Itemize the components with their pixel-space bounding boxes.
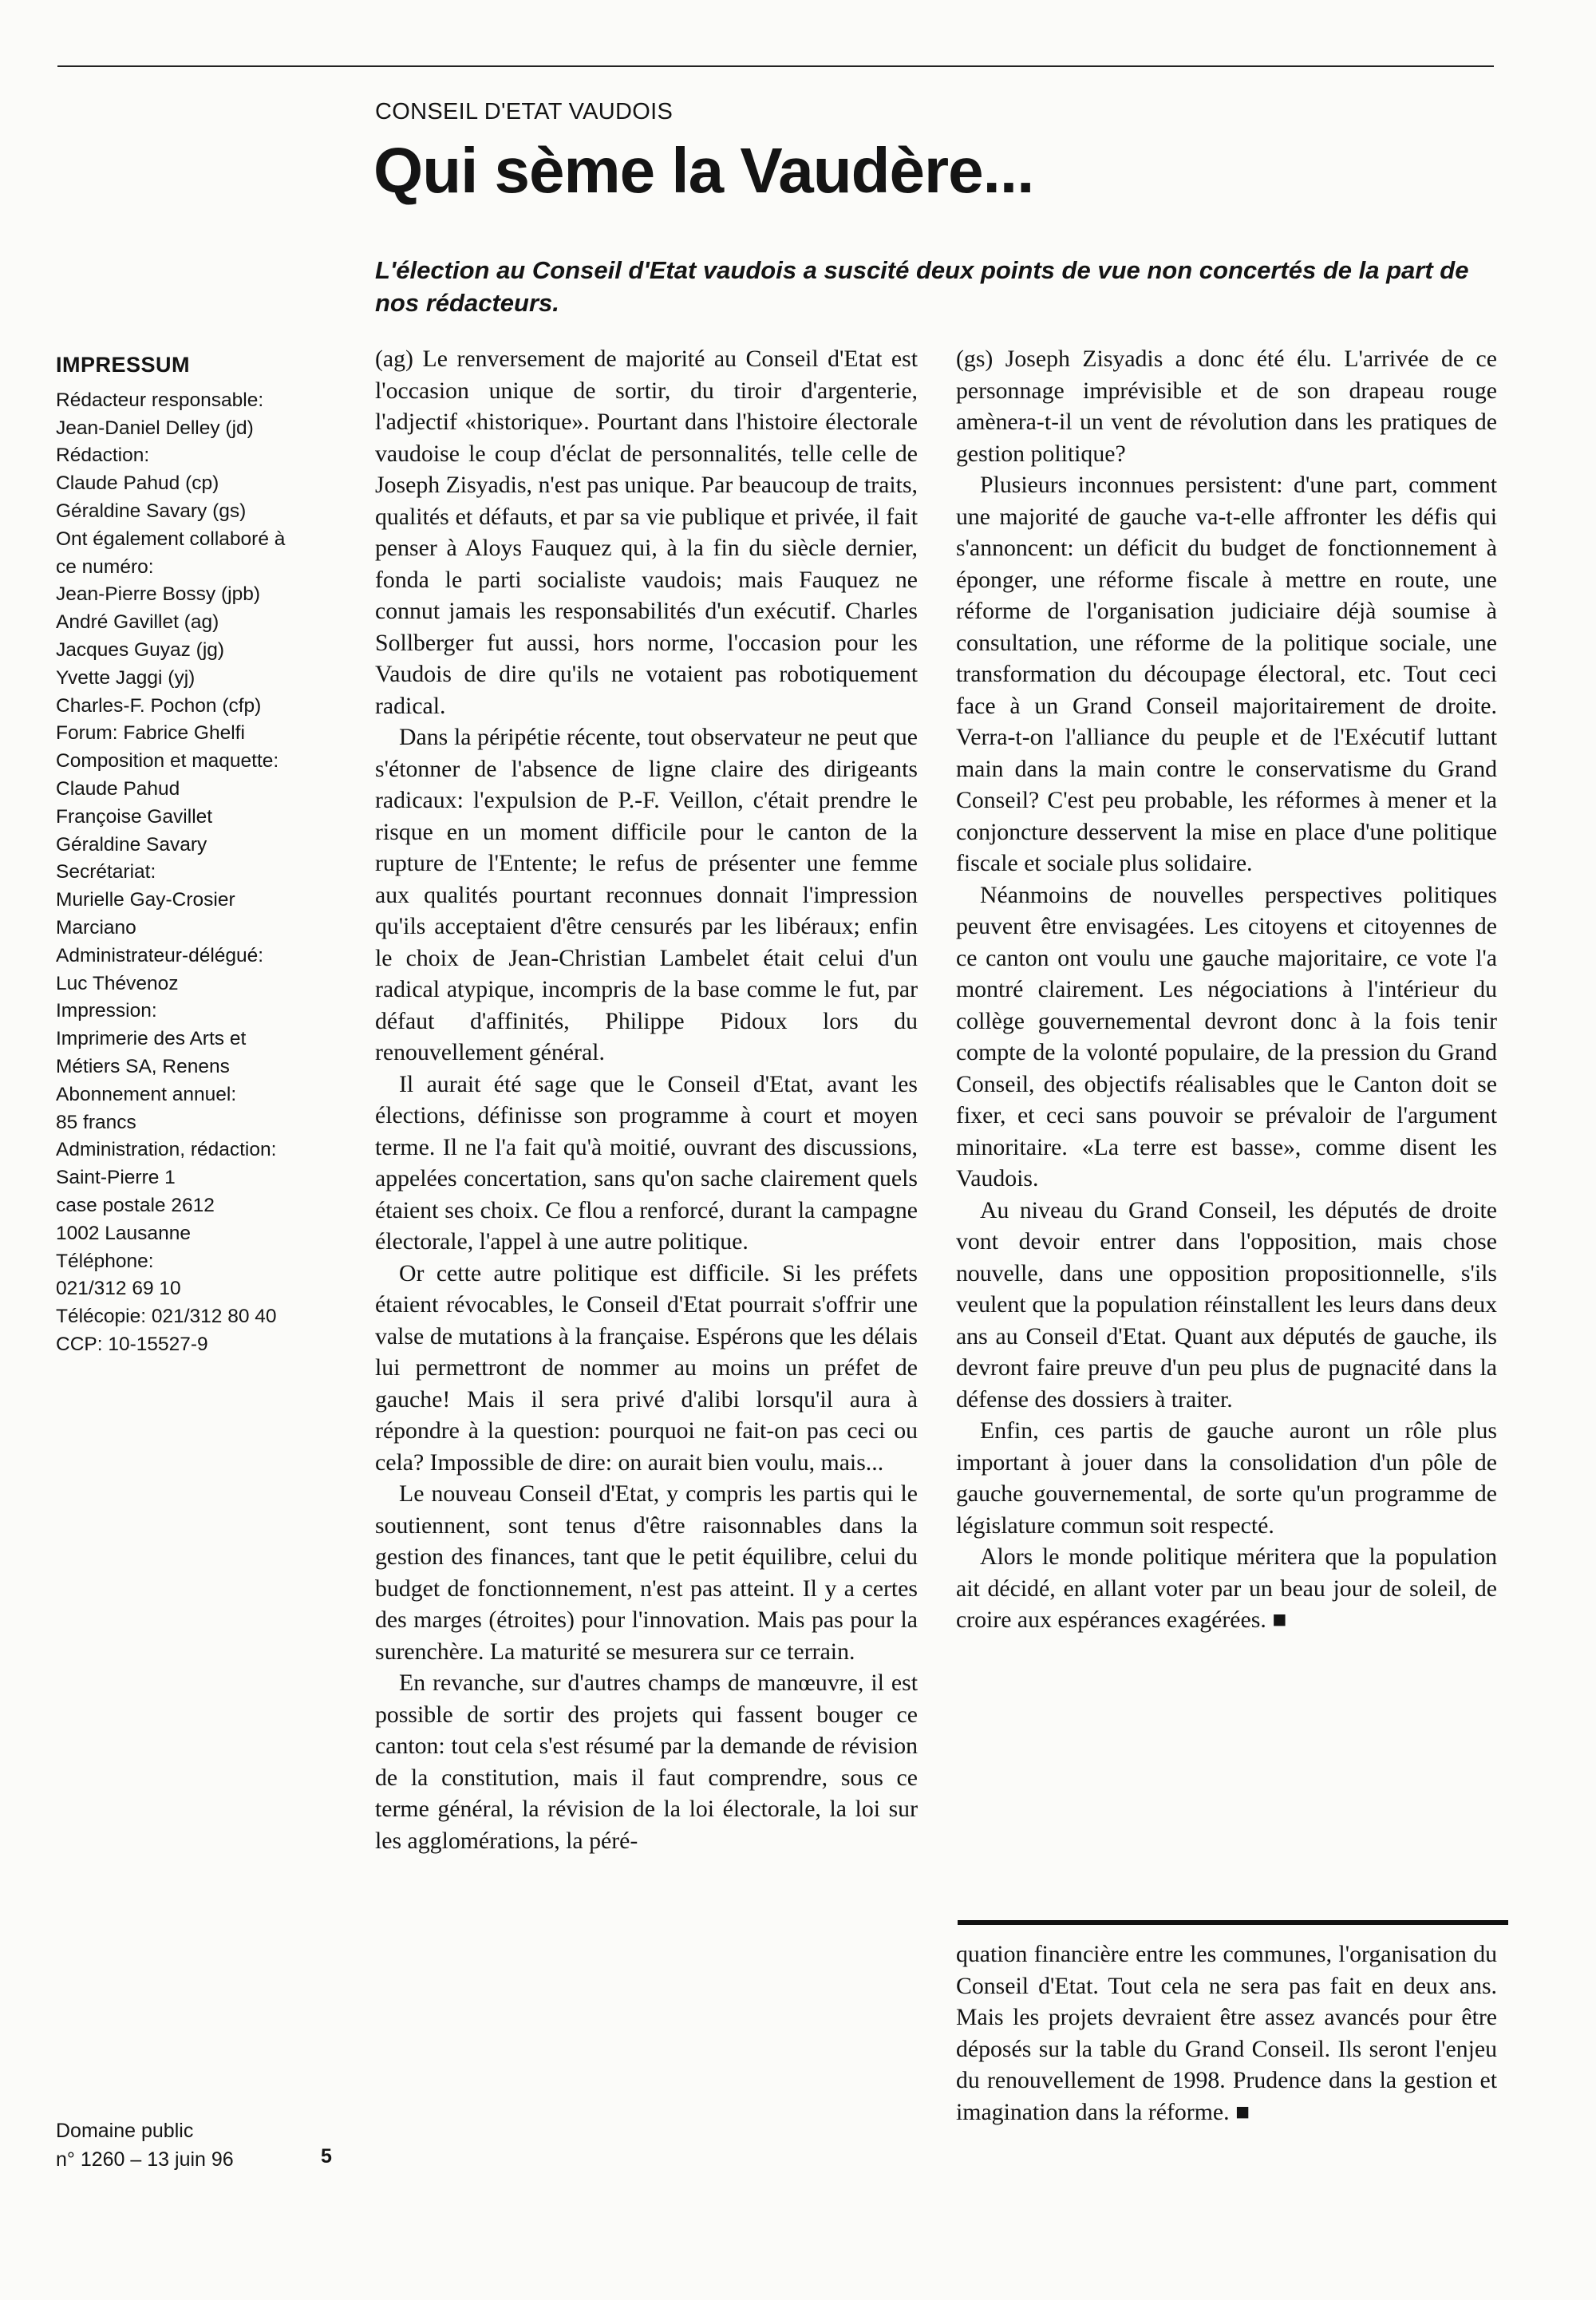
- article-gs-column: [956, 343, 1497, 1636]
- article-paragraph: Il aurait été sage que le Conseil d'Etat, avant les élections, définisse son programme à court et moyen terme. Il ne l'a fait qu'à moitié, ouvrant des discussions, appelées concertation, sans qu'on sache clairement quels étaient ses choix. Ce flou a renforcé, durant la campagne électorale, l'appel à une autre politique.: [375, 1070, 918, 1255]
- page-number: 5: [321, 2145, 332, 2168]
- article-paragraph: Le nouveau Conseil d'Etat, y compris les partis qui le soutiennent, sont tenus d'être raisonnables dans la gestion des finances, tant que le petit équilibre, celui du budget de fonctionnement, n'est pas atteint. Il y a certes des marges (étroites) pour l'innovation. Mais pas pour la surenchère. La maturité se mesurera sur ce terrain.: [375, 1480, 918, 1665]
- impressum-line: Abonnement annuel:: [56, 1083, 237, 1105]
- impressum-line: Imprimerie des Arts et: [56, 1028, 247, 1050]
- impressum-line: 1002 Lausanne: [56, 1222, 191, 1244]
- article-paragraph: Au niveau du Grand Conseil, les députés de droite vont devoir entrer dans l'opposition, mais chose nouvelle, dans une opposition propositionnelle, s'ils veulent que la population réinstallent les leurs dans deux ans au Conseil d'Etat. Quant aux députés de gauche, ils devront faire preuve d'un peu plus de pugnacité dans la défense des dossiers à traiter.: [956, 1196, 1497, 1413]
- impressum-line: André Gavillet (ag): [56, 611, 219, 634]
- article-paragraph: (gs) Joseph Zisyadis a donc été élu. L'arrivée de ce personnage imprévisible et de son drapeau rouge amènera-t-il un vent de révolution dans les pratiques de gestion politique?: [956, 346, 1497, 467]
- article-paragraph: Plusieurs inconnues persistent: d'une part, comment une majorité de gauche va-t-elle affronter les défis qui s'annoncent: un déficit du budget de fonctionnement à éponger, une réforme fiscale à mettre en route, une réforme de l'organisation judiciaire déjà soumise à consultation, une réforme de la politique sociale, une transformation du découpage électoral, etc. Tout ceci face à un Grand Conseil majoritairement de droite. Verra-t-on l'alliance du peuple et de l'Exécutif luttant main dans la main contre le conservatisme du Grand Conseil? C'est peu probable, les réformes à mener et la conjoncture desservent la mise en place d'une politique fiscale et sociale plus solidaire.: [956, 472, 1497, 876]
- impressum-line: Françoise Gavillet: [56, 805, 213, 828]
- article-paragraph: Alors le monde politique méritera que la population ait décidé, en allant voter par un beau jour de soleil, de croire aux espérances exagérées. ■: [956, 1543, 1497, 1633]
- impressum-line: Marciano: [56, 916, 136, 939]
- article-paragraph: Dans la péripétie récente, tout observateur ne peut que s'étonner de l'absence de ligne claire des dirigeants radicaux: l'expulsion de P.-F. Veillon, c'était prendre le risque en un moment difficile pour le canton de la rupture de l'Entente; le refus de présenter une femme aux qualités pourtant reconnues donnait l'impression qu'ils acceptaient d'être censurés par les libéraux; enfin le choix de Jean-Christian Lambelet était celui d'un radical atypique, incompris de la base comme le fut, par défaut d'affinités, Philippe Pidoux lors du renouvellement général.: [375, 724, 918, 1065]
- impressum-line: Murielle Gay-Crosier: [56, 889, 235, 911]
- impressum-line: Rédacteur responsable:: [56, 389, 264, 411]
- impressum-line: case postale 2612: [56, 1194, 215, 1216]
- impressum-line: Yvette Jaggi (yj): [56, 666, 196, 689]
- issue-info: n° 1260 – 13 juin 96: [56, 2148, 234, 2171]
- impressum-line: Saint-Pierre 1: [56, 1167, 176, 1189]
- colophon: [56, 2116, 343, 2174]
- impressum-line: Administration, rédaction:: [56, 1139, 277, 1161]
- impressum-line: Administrateur-délégué:: [56, 944, 264, 966]
- impressum-line: Claude Pahud: [56, 777, 180, 800]
- article-paragraph: Or cette autre politique est difficile. Si les préfets étaient révocables, le Conseil d'Etat pourrait s'offrir une valse de mutations à la française. Espérons que les délais lui permettront de nommer au moins un préfet de gauche! Mais il sera privé d'alibi lorsqu'il aura à répondre à la question: pourquoi ne fait-on pas ceci ou cela? Impossible de dire: on aurait bien voulu, mais...: [375, 1259, 918, 1476]
- impressum-line: Géraldine Savary (gs): [56, 500, 247, 522]
- publication-name: Domaine public: [56, 2120, 194, 2142]
- impressum-line: 85 francs: [56, 1111, 136, 1133]
- impressum-line: Composition et maquette:: [56, 750, 279, 773]
- impressum-line: Télécopie: 021/312 80 40: [56, 1306, 277, 1328]
- impressum-line: CCP: 10-15527-9: [56, 1333, 208, 1355]
- impressum-line: Impression:: [56, 1000, 157, 1022]
- continuation-paragraph: quation financière entre les communes, l'organisation du Conseil d'Etat. Tout cela ne sera pas fait en deux ans. Mais les projets devraient être assez avancés pour être déposés sur la table du Grand Conseil. Ils seront l'enjeu du renouvellement de 1998. Prudence dans la gestion et imagination dans la réforme. ■: [956, 1941, 1497, 2125]
- impressum-line: Géraldine Savary: [56, 833, 207, 856]
- article-paragraph: Enfin, ces partis de gauche auront un rôle plus important à jouer dans la consolidation d'un pôle de gauche gouvernemental, de sorte qu'un programme de législature commun soit respecté.: [956, 1417, 1497, 1539]
- impressum-line: 021/312 69 10: [56, 1278, 181, 1300]
- section-kicker: CONSEIL D'ETAT VAUDOIS: [375, 99, 674, 124]
- headline: Qui sème la Vaudère...: [373, 135, 1034, 206]
- article-paragraph: (ag) Le renversement de majorité au Conseil d'Etat est l'occasion unique de sortir, du tiroir d'argenterie, l'adjectif «historique». Pourtant dans l'histoire électorale vaudoise le coup d'éclat de personnalités, telle celle de Joseph Zisyadis, n'est pas unique. Par beaucoup de traits, qualités et défauts, et par sa vie publique et privée, il fait penser à Aloys Fauquez qui, à la fin du siècle dernier, fonda le parti socialiste vaudois; mais Fauquez ne connut jamais les responsabilités d'un exécutif. Charles Sollberger fut aussi, hors norme, l'occasion pour les Vaudois de dire qu'ils ne votaient pas robotiquement radical.: [375, 346, 918, 719]
- top-rule: [57, 65, 1494, 67]
- section-divider: [958, 1920, 1508, 1925]
- article-paragraph: Néanmoins de nouvelles perspectives politiques peuvent être envisagées. Les citoyens et citoyennes de ce canton ont voulu une gauche majoritaire, ce vote l'a montré clairement. Les négociations à l'intérieur du collège gouvernemental devront donc à la fois tenir compte de la volonté populaire, de la pression du Grand Conseil, des objectifs réalisables que le Canton doit se fixer, et ceci sans pouvoir se prévaloir de l'argument minoritaire. «La terre est basse», comme disent les Vaudois.: [956, 881, 1497, 1191]
- impressum-line: Forum: Fabrice Ghelfi: [56, 722, 245, 745]
- article-ag-continuation: [956, 1938, 1497, 2128]
- impressum-line: Métiers SA, Renens: [56, 1055, 230, 1077]
- impressum-line: Téléphone:: [56, 1250, 154, 1272]
- impressum-line: Luc Thévenoz: [56, 972, 179, 994]
- impressum-lines: [56, 387, 335, 1359]
- impressum-line: Jacques Guyaz (jg): [56, 638, 225, 661]
- impressum: [56, 351, 335, 1359]
- impressum-line: Rédaction:: [56, 445, 150, 467]
- impressum-line: Secrétariat:: [56, 861, 156, 883]
- impressum-title: IMPRESSUM: [56, 353, 191, 377]
- impressum-line: Charles-F. Pochon (cfp): [56, 694, 262, 717]
- article-ag-column: [375, 343, 918, 1856]
- impressum-line: ce numéro:: [56, 555, 154, 578]
- impressum-line: Ont également collaboré à: [56, 528, 286, 550]
- impressum-line: Jean-Pierre Bossy (jpb): [56, 583, 260, 606]
- lead-paragraph: L'élection au Conseil d'Etat vaudois a suscité deux points de vue non concertés de la part de nos rédacteurs.: [375, 256, 1469, 318]
- impressum-line: Jean-Daniel Delley (jd): [56, 417, 254, 439]
- impressum-line: Claude Pahud (cp): [56, 472, 219, 495]
- article-paragraph: En revanche, sur d'autres champs de manœuvre, il est possible de sortir des projets qui fassent bouger ce canton: tout cela s'est résumé par la demande de révision de la constitution, mais il faut comprendre, sous ce terme général, la révision de la loi électorale, la loi sur les agglomérations, la péré-: [375, 1670, 918, 1854]
